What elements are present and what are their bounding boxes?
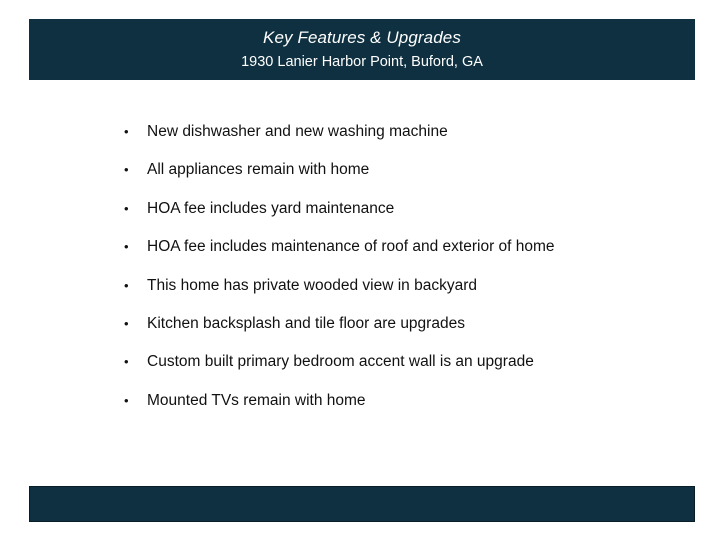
feature-text: This home has private wooded view in backyard xyxy=(147,276,477,294)
list-item xyxy=(121,122,555,160)
bullet-icon: • xyxy=(124,354,129,370)
list-item xyxy=(121,352,555,390)
bullet-icon: • xyxy=(124,315,129,331)
feature-text: Custom built primary bedroom accent wall is an upgrade xyxy=(147,353,534,371)
list-item xyxy=(121,237,555,275)
list-item xyxy=(121,391,555,429)
slide-subtitle: 1930 Lanier Harbor Point, Buford, GA xyxy=(241,54,483,70)
feature-text: Kitchen backsplash and tile floor are upgrades xyxy=(147,314,465,332)
bullet-icon: • xyxy=(124,124,129,139)
bullet-icon: • xyxy=(124,200,129,216)
slide-title: Key Features & Upgrades xyxy=(263,28,461,47)
header-band xyxy=(29,19,695,80)
feature-text: Mounted TVs remain with home xyxy=(147,391,366,409)
feature-text: New dishwasher and new washing machine xyxy=(147,123,448,140)
list-item xyxy=(121,314,555,352)
bullet-icon: • xyxy=(124,277,129,293)
list-item xyxy=(121,276,555,314)
feature-text: HOA fee includes maintenance of roof and exterior of home xyxy=(147,238,555,256)
bullet-icon: • xyxy=(124,392,129,408)
feature-list xyxy=(121,122,555,429)
bullet-icon: • xyxy=(124,239,129,255)
list-item xyxy=(121,160,555,198)
feature-text: HOA fee includes yard maintenance xyxy=(147,199,395,217)
feature-text: All appliances remain with home xyxy=(147,161,370,179)
footer-band xyxy=(29,486,695,522)
list-item xyxy=(121,199,555,237)
bullet-icon: • xyxy=(124,162,129,178)
